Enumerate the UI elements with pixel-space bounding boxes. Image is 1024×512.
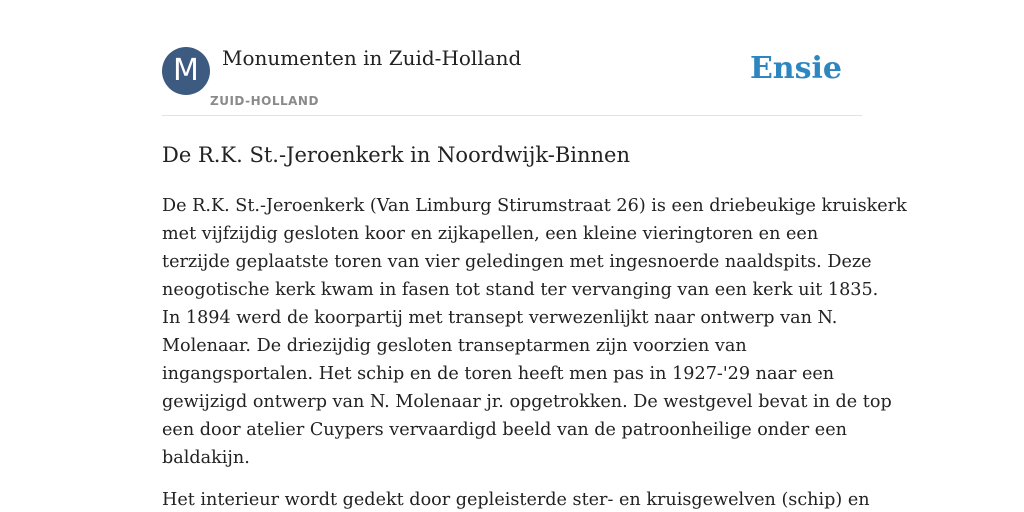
text-line: De R.K. St.-Jeroenkerk (Van Limburg Stirumstraat 26) is een driebeukige kruiskerk <box>162 196 907 216</box>
text-line: neogotische kerk kwam in fasen tot stand ter vervanging van een kerk uit 1835. <box>162 280 879 300</box>
text-line: terzijde geplaatste toren van vier geledingen met ingesnoerde naaldspits. Deze <box>162 252 872 272</box>
site-header <box>162 0 862 116</box>
site-title-link[interactable]: Monumenten in Zuid-Holland <box>222 46 522 70</box>
text-line: gewijzigd ontwerp van N. Molenaar jr. opgetrokken. De westgevel bevat in de top <box>162 392 892 412</box>
text-line: baldakijn. <box>162 448 250 468</box>
text-line: Het interieur wordt gedekt door gepleisterde ster- en kruisgewelven (schip) en <box>162 490 870 510</box>
text-line: Molenaar. De driezijdig gesloten transeptarmen zijn voorzien van <box>162 336 747 356</box>
article-title: De R.K. St.-Jeroenkerk in Noordwijk-Binnen <box>162 143 630 167</box>
text-line: In 1894 werd de koorpartij met transept verwezenlijkt naar ontwerp van N. <box>162 308 838 328</box>
text-line: ingangsportalen. Het schip en de toren heeft men pas in 1927-'29 naar een <box>162 364 835 384</box>
paragraph-1 <box>162 192 907 472</box>
text-line: met vijfzijdig gesloten koor en zijkapellen, een kleine vieringtoren en een <box>162 224 819 244</box>
paragraph-2 <box>162 486 882 512</box>
article-body <box>162 192 907 512</box>
avatar[interactable]: M <box>162 47 210 95</box>
brand-logo[interactable]: Ensie <box>749 51 842 86</box>
category-link[interactable]: ZUID-HOLLAND <box>210 94 319 108</box>
text-line: een door atelier Cuypers vervaardigd beeld van de patroonheilige onder een <box>162 420 847 440</box>
